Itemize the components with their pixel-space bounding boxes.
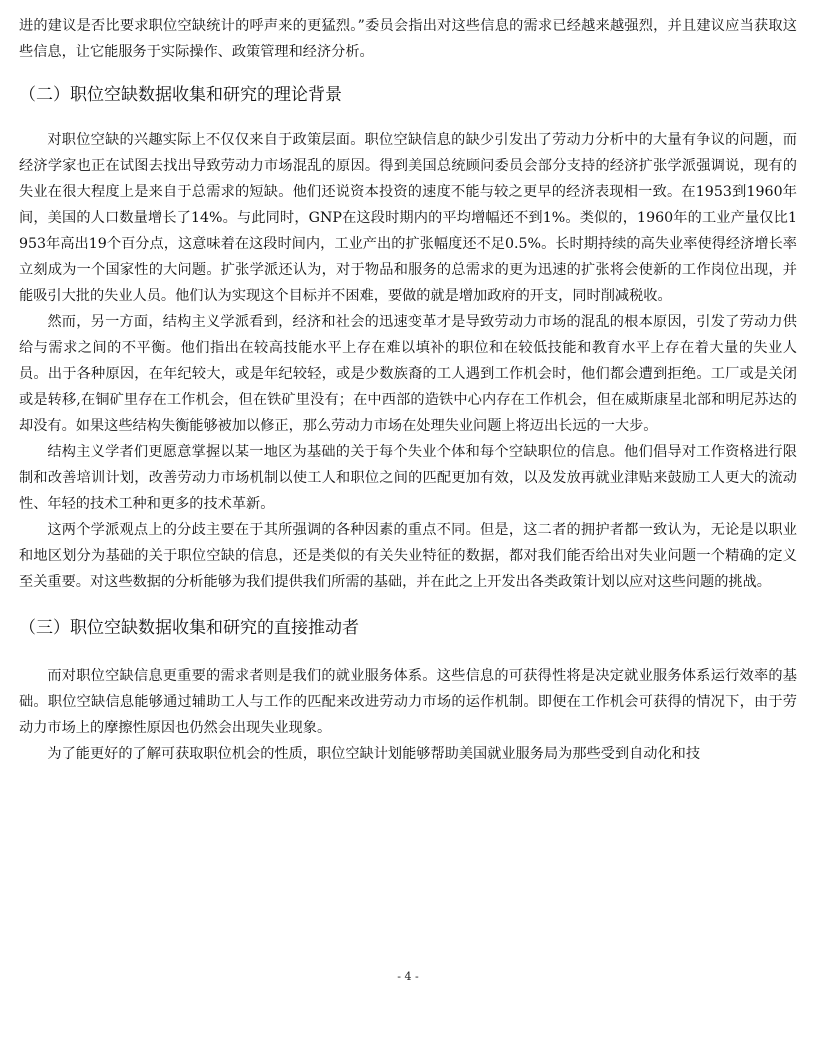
paragraph-structural-school: 然而，另一方面，结构主义学派看到，经济和社会的迅速变革才是导致劳动力市场的混乱的根本原因，引发了劳动力供给与需求之间的不平衡。他们指出在较高技能水平上存在难以填补的职位和在较低技能和教育水平上存在着大量的失业人员。出于各种原因，在年纪较大，或是年纪较轻，或是少数族裔的工人遇到工作机会时，他们都会遭到拒绝。工厂或是关闭或是转移,在铜矿里存在工作机会，但在铁矿里没有；在中西部的造铁中心内存在工作机会，但在威斯康星北部和明尼苏达的却没有。如果这些结构失衡能够被加以修正，那么劳动力市场在处理失业问题上将迈出长远的一大步。 xyxy=(19,314,797,434)
paragraph-structural-scholars: 结构主义学者们更愿意掌握以某一地区为基础的关于每个失业个体和每个空缺职位的信息。他们倡导对工作资格进行限制和改善培训计划，改善劳动力市场机制以使工人和职位之间的匹配更加有效，以及发放再就业津贴来鼓励工人更大的流动性、年轻的技术工种和更多的技术革新。 xyxy=(19,444,797,512)
section-heading-direct-drivers: （三）职位空缺数据收集和研究的直接推动者 xyxy=(19,618,359,638)
section-heading-theoretical-background: （二）职位空缺数据收集和研究的理论背景 xyxy=(19,85,342,105)
paragraph-expansion-school: 对职位空缺的兴趣实际上不仅仅来自于政策层面。职位空缺信息的缺少引发出了劳动力分析中的大量有争议的问题，而经济学家也正在试图去找出导致劳动力市场混乱的原因。得到美国总统顾问委员会部分支持的经济扩张学派强调说，现有的失业在很大程度上是来自于总需求的短缺。他们还说资本投资的速度不能与较之更早的经济表现相一致。在1953到1960年间，美国的人口数量增长了14%。与此同时，GNP在这段时期内的平均增幅还不到1%。类似的，1960年的工业产量仅比1953年高出19个百分点，这意味着在这段时间内，工业产出的扩张幅度还不足0.5%。长时期持续的高失业率使得经济增长率立刻成为一个国家性的大问题。扩张学派还认为，对于物品和服务的总需求的更为迅速的扩张将会使新的工作岗位出现，并能吸引大批的失业人员。他们认为实现这个目标并不困难，要做的就是增加政府的开支，同时削减税收。 xyxy=(19,132,797,304)
page-number: - 4 - xyxy=(397,970,419,983)
paragraph-two-schools: 这两个学派观点上的分歧主要在于其所强调的各种因素的重点不同。但是，这二者的拥护者都一致认为，无论是以职业和地区划分为基础的关于职位空缺的信息，还是类似的有关失业特征的数据，都对我们能否给出对失业问题一个精确的定义至关重要。对这些数据的分析能够为我们提供我们所需的基础，并在此之上开发出各类政策计划以应对这些问题的挑战。 xyxy=(19,522,797,590)
paragraph-vacancy-program: 为了能更好的了解可获取职位机会的性质，职位空缺计划能够帮助美国就业服务局为那些受到自动化和技 xyxy=(47,746,701,762)
paragraph-employment-service: 而对职位空缺信息更重要的需求者则是我们的就业服务体系。这些信息的可获得性将是决定就业服务体系运行效率的基础。职位空缺信息能够通过辅助工人与工作的匹配来改进劳动力市场的运作机制。即便在工作机会可获得的情况下，由于劳动力市场上的摩擦性原因也仍然会出现失业现象。 xyxy=(19,668,797,736)
document-page xyxy=(19,13,797,767)
continuation-paragraph: 进的建议是否比要求职位空缺统计的呼声来的更猛烈。”委员会指出对这些信息的需求已经越来越强烈，并且建议应当获取这些信息，让它能服务于实际操作、政策管理和经济分析。 xyxy=(19,18,797,60)
